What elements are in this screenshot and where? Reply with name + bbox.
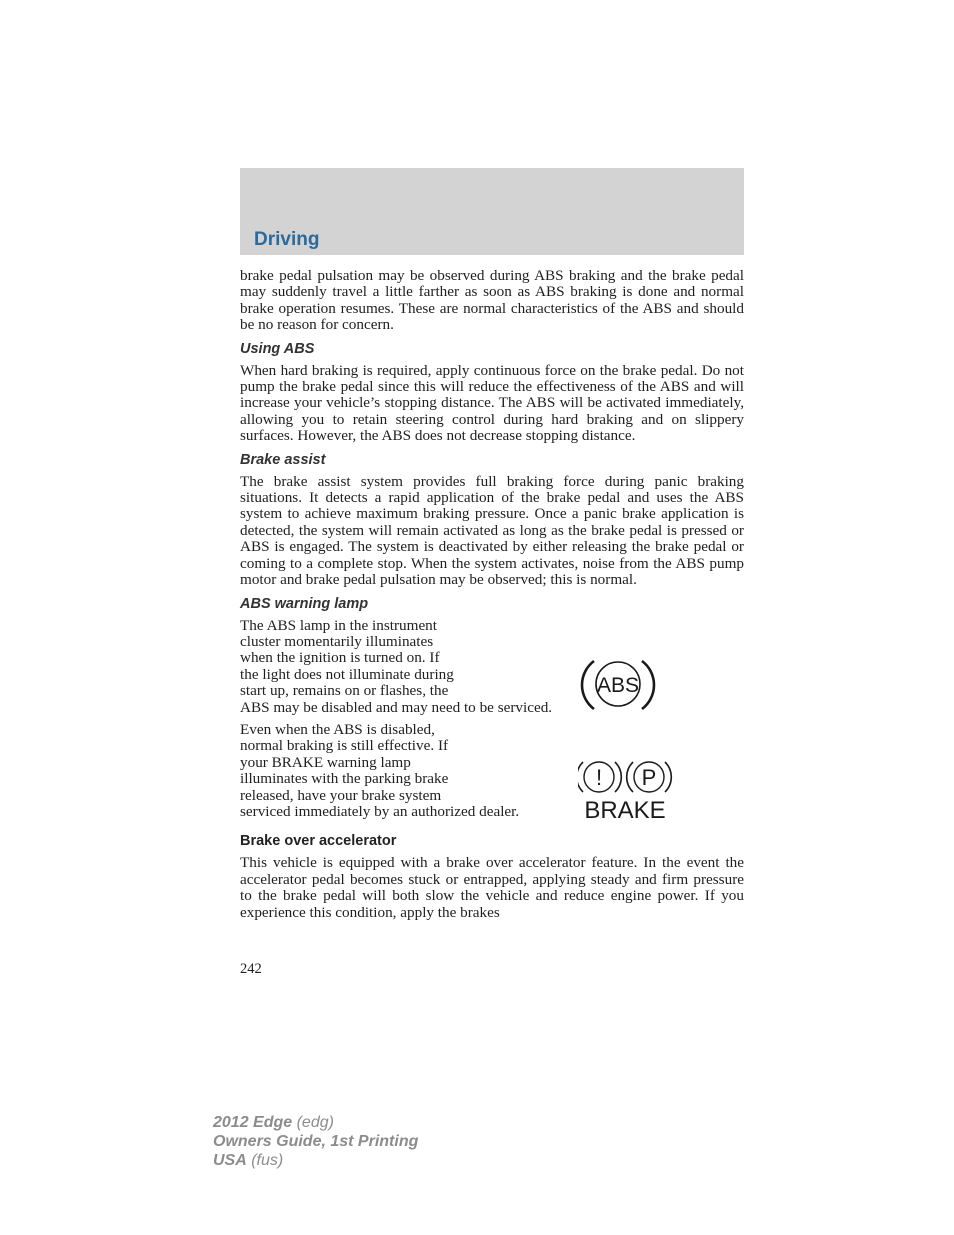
abs-warning-paragraph	[240, 618, 744, 716]
footer-model: 2012 Edge	[213, 1114, 293, 1131]
brake-assist-heading: Brake assist	[240, 451, 326, 468]
footer-line-3	[213, 1151, 418, 1170]
using-abs-heading: Using ABS	[240, 340, 315, 357]
brake-warning-line: Even when the ABS is disabled,	[240, 720, 435, 738]
using-abs-paragraph: When hard braking is required, apply continuous force on the brake pedal. Do not pump the brake pedal since this will reduce the effectiveness of the ABS and will increase your vehicle’s stopping distance. The ABS will be activated immediately, allowing you to retain steering control during hard braking and on slippery surfaces. However, the ABS does not decrease stopping distance.	[240, 361, 744, 445]
page-content	[240, 268, 744, 921]
abs-warning-line: cluster momentarily illuminates	[240, 632, 434, 650]
abs-warning-line: The ABS lamp in the instrument	[240, 616, 437, 634]
abs-warning-line: ABS may be disabled and may need to be serviced.	[240, 698, 553, 716]
abs-warning-line: when the ignition is turned on. If	[240, 649, 440, 667]
footer	[213, 1113, 418, 1170]
brake-warning-line: normal braking is still effective. If	[240, 737, 449, 755]
brake-warning-line: your BRAKE warning lamp	[240, 753, 411, 771]
brake-warning-line: illuminates with the parking brake	[240, 770, 449, 788]
footer-line-2: Owners Guide, 1st Printing	[213, 1133, 419, 1150]
exclamation-icon: !	[595, 765, 603, 790]
page-number: 242	[240, 961, 262, 977]
brake-warning-icon	[578, 757, 674, 823]
abs-icon-label: ABS	[596, 674, 640, 697]
footer-model-code: (edg)	[292, 1114, 334, 1131]
footer-market: USA	[213, 1152, 247, 1169]
section-header	[240, 168, 744, 255]
abs-warning-lamp-heading: ABS warning lamp	[240, 595, 369, 612]
abs-warning-icon	[580, 653, 656, 717]
brake-assist-paragraph: The brake assist system provides full braking force during panic braking situations. It detects a rapid application of the brake pedal and uses the ABS system to achieve maximum braking pressure. Once a panic brake application is detected, the system will remain activated as long as the brake pedal is pressed or ABS is engaged. The system is deactivated by either releasing the brake pedal or coming to a complete stop. When the system activates, noise from the ABS pump motor and brake pedal pulsation may be observed; this is normal.	[240, 472, 744, 589]
footer-line-1	[213, 1113, 418, 1132]
brake-over-accelerator-heading: Brake over accelerator	[240, 833, 397, 850]
intro-paragraph: brake pedal pulsation may be observed during ABS braking and the brake pedal may suddenly travel a little farther as soon as ABS braking is done and normal brake operation resumes. These are normal characteristics of the ABS and should be no reason for concern.	[240, 267, 744, 334]
abs-warning-line: start up, remains on or flashes, the	[240, 682, 449, 700]
footer-market-code: (fus)	[246, 1152, 284, 1169]
brake-warning-line: released, have your brake system	[240, 786, 442, 804]
brake-icon-label: BRAKE	[584, 797, 666, 823]
brake-over-accelerator-paragraph: This vehicle is equipped with a brake over accelerator feature. In the event the accelerator pedal becomes stuck or entrapped, applying steady and firm pressure to the brake pedal will both slow the vehicle and reduce engine power. If you experience this condition, apply the brakes	[240, 854, 744, 921]
section-title: Driving	[254, 229, 320, 250]
brake-warning-line: serviced immediately by an authorized dealer.	[240, 802, 520, 820]
parking-p-icon: P	[641, 765, 657, 790]
abs-warning-line: the light does not illuminate during	[240, 665, 454, 683]
